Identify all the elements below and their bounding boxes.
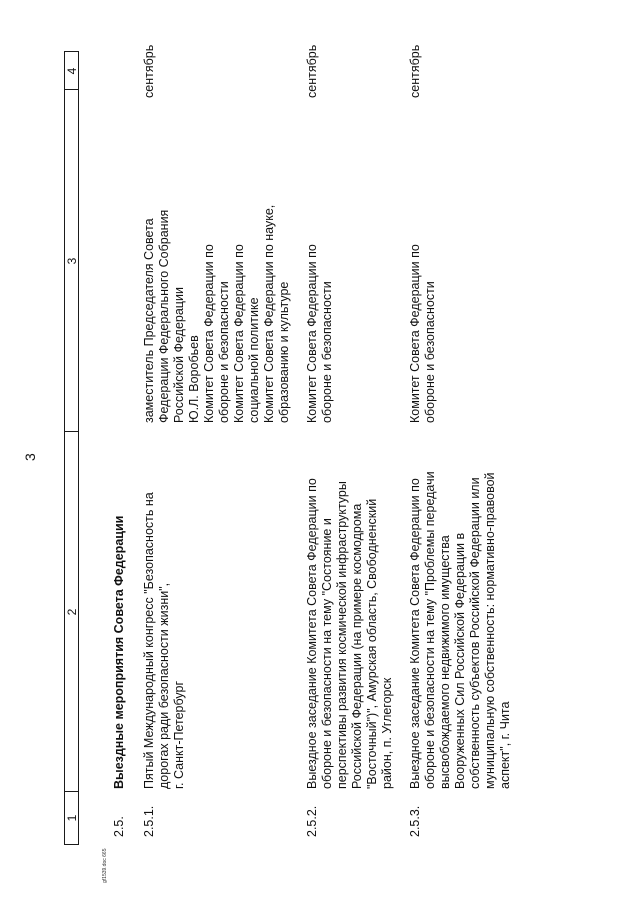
event-month: сентябрь [142,44,156,98]
column-number-4: 4 [65,67,79,75]
event-month: сентябрь [305,44,319,98]
column-number-1: 1 [65,814,79,822]
header-top-border [64,51,65,845]
event-description: Пятый Международный конгресс "Безопасность на дорогах ради безопасности жизни", г. Санкт-Петербург [142,492,186,789]
header-bottom-border [78,51,79,845]
event-month: сентябрь [408,44,422,98]
event-description: Выездное заседание Комитета Совета Федерации по обороне и безопасности на тему "Проблемы передачи высвобождаемого недвижимого имущества Вооруженных Сил Российской Федерации в собственность субъектов Российской Федерации или муниципальную собственность: нормативно-правовой аспект", г. Чита [408,471,512,789]
responsible-party: Комитет Совета Федерации по обороне и безопасности [305,244,334,423]
column-number-3: 3 [65,257,79,265]
row-number: 2.5.3. [408,805,422,837]
header-divider-1 [64,791,79,792]
header-divider-right [64,51,79,52]
responsible-party: заместитель Председателя Совета Федерации Федерального Собрания Российской Федерации Ю.Л. Воробьев Комитет Совета Федерации по обороне и безопасности Комитет Совета Федерации по социальной политике Комитет Совета Федерации по науке, образованию и культуре [142,204,291,423]
footer-code: gf1539.doc 665 [102,848,108,883]
responsible-party: Комитет Совета Федерации по обороне и безопасности [408,244,437,423]
page-number: 3 [22,453,38,461]
row-number: 2.5.1. [142,805,156,837]
section-number: 2.5. [112,816,126,837]
row-number: 2.5.2. [305,805,319,837]
header-divider-2 [64,431,79,432]
column-number-2: 2 [65,608,79,616]
section-title: Выездные мероприятия Совета Федерации [112,515,126,789]
event-description: Выездное заседание Комитета Совета Федерации по обороне и безопасности на тему "Состояние и перспективы развития космической инфраструктуры Российской Федерации (на примере космодрома "Восточный")", Амурская область, Свободненский район, п. Углегорск [305,478,394,789]
header-divider-3 [64,89,79,90]
header-divider-left [64,844,79,845]
